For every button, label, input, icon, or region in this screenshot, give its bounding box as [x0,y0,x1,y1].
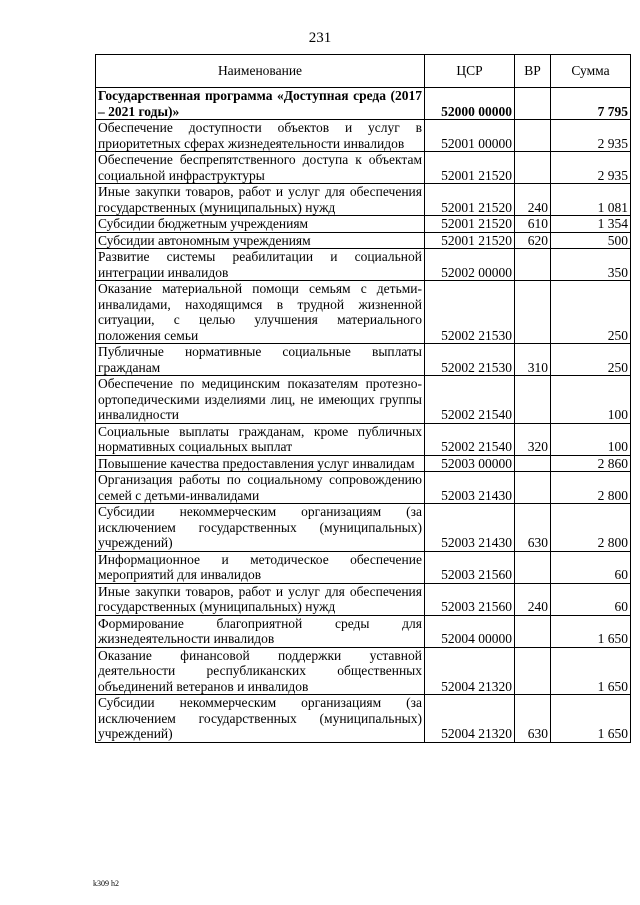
row-name: Развитие системы реабилитации и социальной интеграции инвалидов [96,249,425,281]
row-csr: 52004 21320 [425,647,515,695]
row-csr: 52001 21520 [425,216,515,233]
table-row [96,216,631,233]
row-name: Субсидии бюджетным учреждениям [96,216,425,233]
row-vr: 310 [515,344,551,376]
table-row [96,695,631,743]
row-csr: 52001 21520 [425,232,515,249]
table-row [96,472,631,504]
row-sum: 2 800 [551,472,631,504]
row-csr: 52003 21560 [425,551,515,583]
table-row [96,551,631,583]
table-row [96,455,631,472]
table-row [96,88,631,120]
row-name: Информационное и методическое обеспечение мероприятий для инвалидов [96,551,425,583]
row-vr [515,455,551,472]
table-row [96,615,631,647]
row-vr [515,88,551,120]
row-name: Субсидии автономным учреждениям [96,232,425,249]
row-vr [515,249,551,281]
table-row [96,232,631,249]
table-body [96,88,631,743]
row-vr [515,647,551,695]
row-vr: 630 [515,695,551,743]
row-vr: 610 [515,216,551,233]
row-vr [515,551,551,583]
page-number: 231 [308,30,332,46]
row-vr [515,120,551,152]
row-name: Повышение качества предоставления услуг инвалидам [96,455,425,472]
row-sum: 350 [551,249,631,281]
row-sum: 2 935 [551,120,631,152]
row-sum: 2 935 [551,152,631,184]
row-vr: 240 [515,583,551,615]
row-sum: 100 [551,423,631,455]
table-row [96,152,631,184]
row-sum: 1 650 [551,647,631,695]
table-row [96,504,631,552]
header-vr: ВР [515,55,551,88]
row-csr: 52002 21540 [425,376,515,424]
row-csr: 52003 21560 [425,583,515,615]
header-sum: Сумма [551,55,631,88]
row-vr [515,376,551,424]
row-csr: 52002 21530 [425,344,515,376]
table-header-row [96,55,631,88]
row-name: Государственная программа «Доступная среда (2017 – 2021 годы)» [96,88,425,120]
row-sum: 500 [551,232,631,249]
row-csr: 52004 21320 [425,695,515,743]
row-sum: 250 [551,344,631,376]
row-csr: 52002 00000 [425,249,515,281]
row-name: Обеспечение беспрепятственного доступа к объектам социальной инфраструктуры [96,152,425,184]
row-vr: 320 [515,423,551,455]
row-name: Субсидии некоммерческим организациям (за исключением государственных (муниципальных) учреждений) [96,504,425,552]
row-csr: 52003 21430 [425,504,515,552]
row-vr: 240 [515,184,551,216]
row-vr [515,472,551,504]
row-sum: 1 081 [551,184,631,216]
row-name: Обеспечение по медицинским показателям протезно-ортопедическими изделиями лиц, не имеющих группы инвалидности [96,376,425,424]
row-vr [515,615,551,647]
row-name: Обеспечение доступности объектов и услуг в приоритетных сферах жизнедеятельности инвалидов [96,120,425,152]
row-sum: 60 [551,583,631,615]
row-vr [515,152,551,184]
table-row [96,376,631,424]
header-name: Наименование [96,55,425,88]
row-csr: 52002 21530 [425,281,515,344]
row-name: Иные закупки товаров, работ и услуг для обеспечения государственных (муниципальных) нужд [96,184,425,216]
budget-table [95,54,631,743]
row-vr [515,281,551,344]
row-sum: 2 860 [551,455,631,472]
table-row [96,647,631,695]
row-name: Организация работы по социальному сопровождению семей с детьми-инвалидами [96,472,425,504]
row-csr: 52000 00000 [425,88,515,120]
row-sum: 60 [551,551,631,583]
row-csr: 52004 00000 [425,615,515,647]
row-csr: 52002 21540 [425,423,515,455]
row-sum: 100 [551,376,631,424]
row-csr: 52003 21430 [425,472,515,504]
row-name: Иные закупки товаров, работ и услуг для обеспечения государственных (муниципальных) нужд [96,583,425,615]
row-sum: 1 650 [551,695,631,743]
row-csr: 52003 00000 [425,455,515,472]
row-csr: 52001 21520 [425,184,515,216]
row-vr: 620 [515,232,551,249]
row-vr: 630 [515,504,551,552]
row-name: Субсидии некоммерческим организациям (за исключением государственных (муниципальных) учреждений) [96,695,425,743]
table-row [96,184,631,216]
header-csr: ЦСР [425,55,515,88]
row-name: Публичные нормативные социальные выплаты гражданам [96,344,425,376]
row-sum: 1 354 [551,216,631,233]
table-row [96,344,631,376]
row-sum: 250 [551,281,631,344]
row-name: Оказание финансовой поддержки уставной деятельности республиканских общественных объединений ветеранов и инвалидов [96,647,425,695]
row-sum: 7 795 [551,88,631,120]
row-name: Социальные выплаты гражданам, кроме публичных нормативных социальных выплат [96,423,425,455]
row-name: Формирование благоприятной среды для жизнедеятельности инвалидов [96,615,425,647]
footer-code: k309 h2 [93,879,119,888]
row-name: Оказание материальной помощи семьям с детьми-инвалидами, находящимся в трудной жизненной ситуации, с целью улучшения материального положения семьи [96,281,425,344]
table-row [96,249,631,281]
row-sum: 1 650 [551,615,631,647]
row-csr: 52001 00000 [425,120,515,152]
table-row [96,120,631,152]
row-csr: 52001 21520 [425,152,515,184]
table-row [96,583,631,615]
table-row [96,281,631,344]
row-sum: 2 800 [551,504,631,552]
table-row [96,423,631,455]
